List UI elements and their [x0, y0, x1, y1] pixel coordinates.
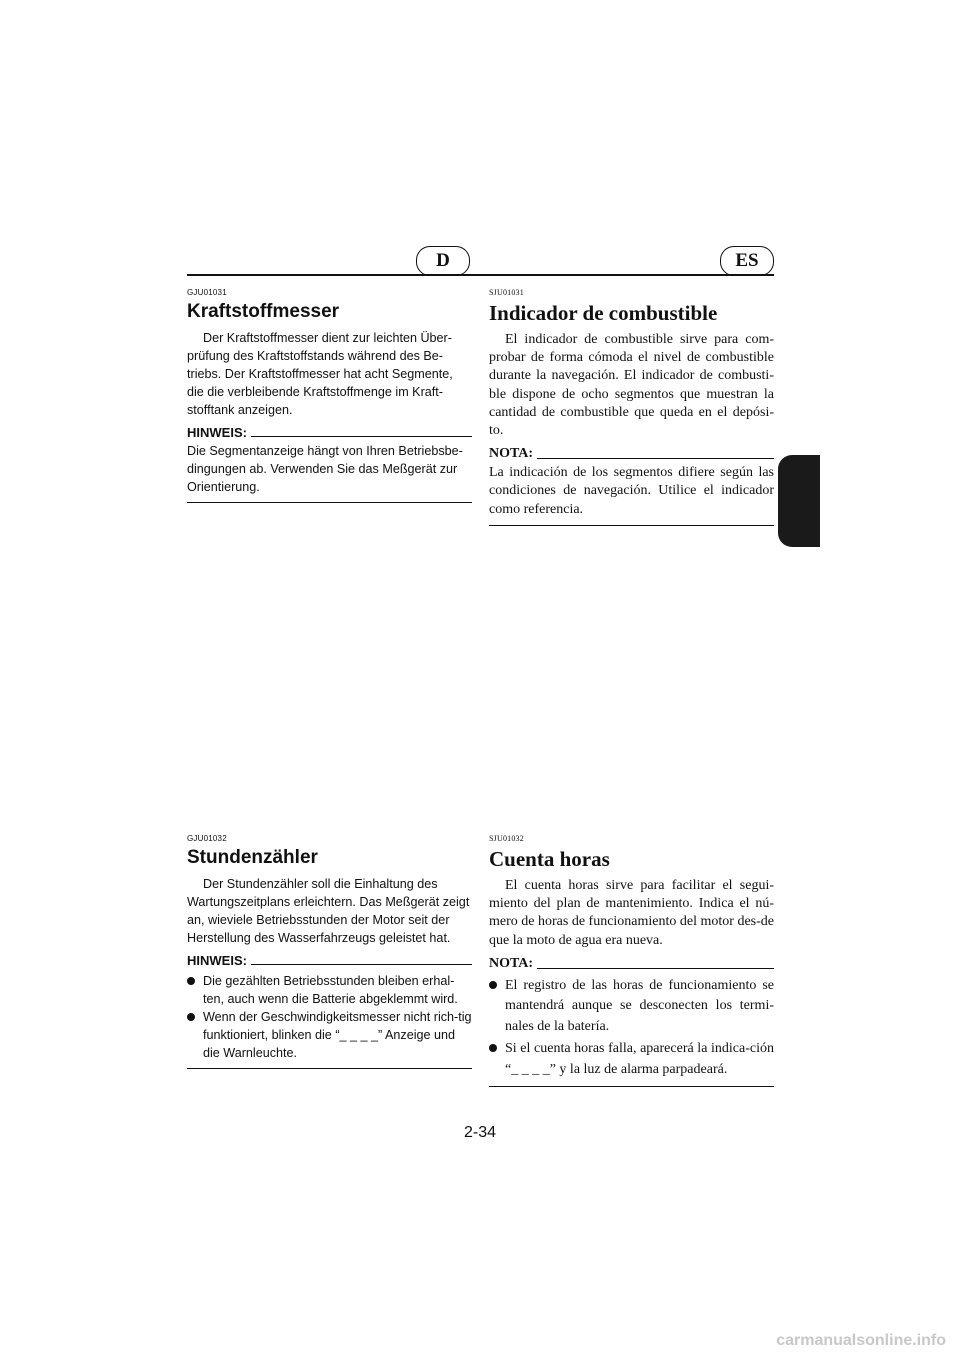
list-item — [187, 1008, 472, 1062]
note-bullet-list — [489, 976, 774, 1081]
bullet-icon — [187, 1013, 195, 1021]
list-item — [489, 1039, 774, 1080]
note-end-rule — [489, 1086, 774, 1087]
list-item — [187, 972, 472, 1008]
note-rule — [251, 436, 472, 437]
note-rule — [251, 964, 472, 965]
section-es-hour-meter — [489, 834, 774, 1087]
note-label: NOTA: — [489, 955, 534, 971]
section-body: El cuenta horas sirve para facilitar el segui-miento del plan de mantenimiento. Indica el nú-mero de horas de funcionamiento del motor des-de que la moto de agua era nueva. — [489, 878, 774, 948]
section-body: Der Stundenzähler soll die Einhaltung des Wartungszeitplans erleichtern. Das Meßgerät zeigt an, wieviele Betriebsstunden der Motor seit der Herstellung des Wasserfahrzeugs geleistet hat. — [187, 877, 470, 945]
note-end-rule — [187, 1068, 472, 1069]
section-title: Indicador de combustible — [489, 301, 718, 325]
list-item-text: Si el cuenta horas falla, aparecerá la indica-ción “_ _ _ _” y la luz de alarma parpadeará. — [505, 1041, 774, 1077]
note-text: Die Segmentanzeige hängt von Ihren Betriebsbe-dingungen ab. Verwenden Sie das Meßgerät zur Orientierung. — [187, 444, 463, 494]
section-title: Stundenzähler — [187, 847, 318, 868]
note-end-rule — [489, 525, 774, 526]
note-rule — [537, 458, 774, 459]
note-rule — [537, 968, 774, 969]
section-code: GJU01031 — [187, 288, 227, 297]
note-header — [489, 956, 774, 972]
list-item-text: Wenn der Geschwindigkeitsmesser nicht rich-tig funktioniert, blinken die “_ _ _ _” Anzeige und die Warnleuchte. — [203, 1010, 472, 1060]
bullet-icon — [489, 1044, 497, 1052]
section-es-fuel-gauge — [489, 288, 774, 526]
note-header — [489, 446, 774, 462]
note-header — [187, 953, 472, 968]
note-label: NOTA: — [489, 446, 534, 462]
list-item-text: El registro de las horas de funcionamiento se mantendrá aunque se desconecten los termi-nales de la batería. — [505, 977, 774, 1034]
watermark: carmanualsonline.info — [776, 1332, 946, 1349]
header-rule — [187, 274, 774, 276]
note-label: HINWEIS: — [187, 953, 247, 968]
list-item — [489, 976, 774, 1038]
section-code: SJU01032 — [489, 834, 524, 843]
section-body: El indicador de combustible sirve para com-probar de forma cómoda el nivel de combustible durante la navegación. El indicador de combusti-ble dispone de ocho segmentos que muestran la cantidad de combustible que queda en el depósi-to. — [489, 332, 774, 439]
section-code: SJU01031 — [489, 288, 524, 297]
bullet-icon — [489, 981, 497, 989]
page-number: 2-34 — [463, 1124, 497, 1141]
note-end-rule — [187, 502, 472, 503]
chapter-side-tab — [778, 455, 820, 547]
language-badge-de: D — [416, 246, 470, 276]
note-text: La indicación de los segmentos difiere según las condiciones de navegación. Utilice el indicador como referencia. — [489, 465, 774, 517]
section-de-hour-meter — [187, 834, 472, 1069]
note-bullet-list — [187, 972, 472, 1062]
note-label: HINWEIS: — [187, 425, 247, 440]
section-title: Cuenta horas — [489, 847, 610, 871]
bullet-icon — [187, 977, 195, 985]
section-body: Der Kraftstoffmesser dient zur leichten Über-prüfung des Kraftstoffstands während des Be-triebs. Der Kraftstoffmesser hat acht Segmente, die die verbleibende Kraftstoffmenge im Kraft-stofftank anzeigen. — [187, 331, 453, 417]
section-title: Kraftstoffmesser — [187, 301, 340, 322]
language-badge-es: ES — [720, 246, 774, 276]
section-code: GJU01032 — [187, 834, 227, 843]
section-de-fuel-gauge — [187, 288, 472, 503]
note-header — [187, 425, 472, 440]
list-item-text: Die gezählten Betriebsstunden bleiben erhal-ten, auch wenn die Batterie abgeklemmt wird. — [203, 974, 458, 1006]
